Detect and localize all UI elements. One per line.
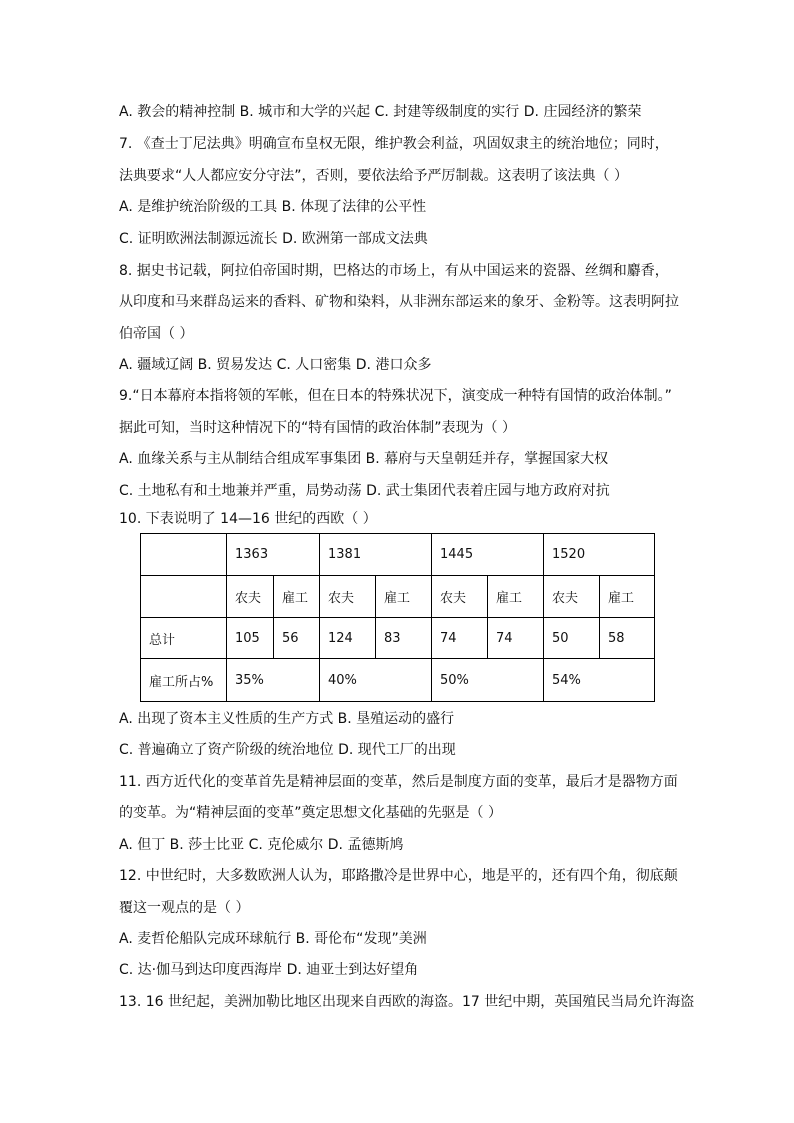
q9-options-ab: A. 血缘关系与主从制结合组成军事集团 B. 幕府与天皇朝廷并存，掌握国家大权 — [119, 451, 609, 467]
subheader-cell: 农夫 — [227, 576, 274, 618]
q11-options: A. 但丁 B. 莎士比亚 C. 克伦威尔 D. 孟德斯鸠 — [119, 837, 404, 853]
q7-options-ab: A. 是维护统治阶级的工具 B. 体现了法律的公平性 — [119, 199, 427, 215]
q11-stem-line1: 11. 西方近代化的变革首先是精神层面的变革，然后是制度方面的变革，最后才是器物方面 — [119, 774, 678, 790]
q10-stem: 10. 下表说明了 14—16 世纪的西欧（ ） — [119, 511, 377, 527]
q13-stem-line1: 13. 16 世纪起，美洲加勒比地区出现来自西欧的海盗。17 世纪中期，英国殖民当局允许海盗 — [119, 994, 695, 1010]
total-value-cell: 83 — [376, 618, 432, 659]
total-value-cell: 124 — [320, 618, 376, 659]
subheader-cell: 农夫 — [432, 576, 488, 618]
subheader-cell: 雇工 — [600, 576, 655, 618]
q7-stem-line1: 7. 《查士丁尼法典》明确宣布皇权无限，维护教会利益，巩固奴隶主的统治地位；同时， — [119, 136, 669, 152]
year-header-cell: 1520 — [544, 534, 655, 576]
table-row-ratio — [141, 659, 655, 702]
subheader-cell: 雇工 — [488, 576, 544, 618]
q12-options-cd: C. 达·伽马到达印度西海岸 D. 迪亚士到达好望角 — [119, 962, 419, 978]
q12-stem-line1: 12. 中世纪时，大多数欧洲人认为，耶路撒冷是世界中心，地是平的，还有四个角，彻底颠 — [119, 868, 678, 884]
q10-data-table — [140, 533, 655, 702]
q8-stem-line3: 伯帝国（ ） — [119, 326, 194, 342]
q12-stem-line2: 覆这一观点的是（ ） — [119, 900, 250, 916]
ratio-value-cell: 35% — [227, 659, 320, 702]
subheader-cell: 雇工 — [274, 576, 320, 618]
q7-options-cd: C. 证明欧洲法制源远流长 D. 欧洲第一部成文法典 — [119, 231, 428, 247]
subheader-cell: 雇工 — [376, 576, 432, 618]
q9-stem-line2: 据此可知，当时这种情况下的“特有国情的政治体制”表现为（ ） — [119, 420, 516, 436]
subheader-cell: 农夫 — [544, 576, 600, 618]
q10-options-cd: C. 普遍确立了资产阶级的统治地位 D. 现代工厂的出现 — [119, 742, 456, 758]
total-value-cell: 74 — [432, 618, 488, 659]
table-row-totals — [141, 618, 655, 659]
total-label-cell: 总计 — [141, 618, 227, 659]
total-value-cell: 74 — [488, 618, 544, 659]
q8-stem-line1: 8. 据史书记载，阿拉伯帝国时期，巴格达的市场上，有从中国运来的瓷器、丝绸和麝香， — [119, 263, 669, 279]
subheader-cell: 农夫 — [320, 576, 376, 618]
total-value-cell: 105 — [227, 618, 274, 659]
q9-stem-line1: 9.“日本幕府本指将领的军帐，但在日本的特殊状况下，演变成一种特有国情的政治体制。” — [119, 388, 672, 404]
total-value-cell: 58 — [600, 618, 655, 659]
ratio-value-cell: 40% — [320, 659, 432, 702]
table-row-years — [141, 534, 655, 576]
table-corner-cell — [141, 534, 227, 576]
year-header-cell: 1381 — [320, 534, 432, 576]
q9-options-cd: C. 土地私有和土地兼并严重，局势动荡 D. 武士集团代表着庄园与地方政府对抗 — [119, 483, 610, 499]
ratio-value-cell: 54% — [544, 659, 655, 702]
q6-options: A. 教会的精神控制 B. 城市和大学的兴起 C. 封建等级制度的实行 D. 庄园经济的繁荣 — [119, 104, 642, 120]
q8-stem-line2: 从印度和马来群岛运来的香料、矿物和染料，从非洲东部运来的象牙、金粉等。这表明阿拉 — [119, 294, 679, 310]
q7-stem-line2: 法典要求“人人都应安分守法”，否则，要依法给予严厉制裁。这表明了该法典（ ） — [119, 168, 628, 184]
q8-options: A. 疆域辽阔 B. 贸易发达 C. 人口密集 D. 港口众多 — [119, 357, 432, 373]
q12-options-ab: A. 麦哲伦船队完成环球航行 B. 哥伦布“发现”美洲 — [119, 931, 427, 947]
q11-stem-line2: 的变革。为“精神层面的变革”奠定思想文化基础的先驱是（ ） — [119, 805, 502, 821]
year-header-cell: 1445 — [432, 534, 544, 576]
ratio-label-cell: 雇工所占% — [141, 659, 227, 702]
ratio-value-cell: 50% — [432, 659, 544, 702]
total-value-cell: 56 — [274, 618, 320, 659]
table-row-subheaders — [141, 576, 655, 618]
total-value-cell: 50 — [544, 618, 600, 659]
table-empty-cell — [141, 576, 227, 618]
q10-options-ab: A. 出现了资本主义性质的生产方式 B. 垦殖运动的盛行 — [119, 711, 455, 727]
year-header-cell: 1363 — [227, 534, 320, 576]
